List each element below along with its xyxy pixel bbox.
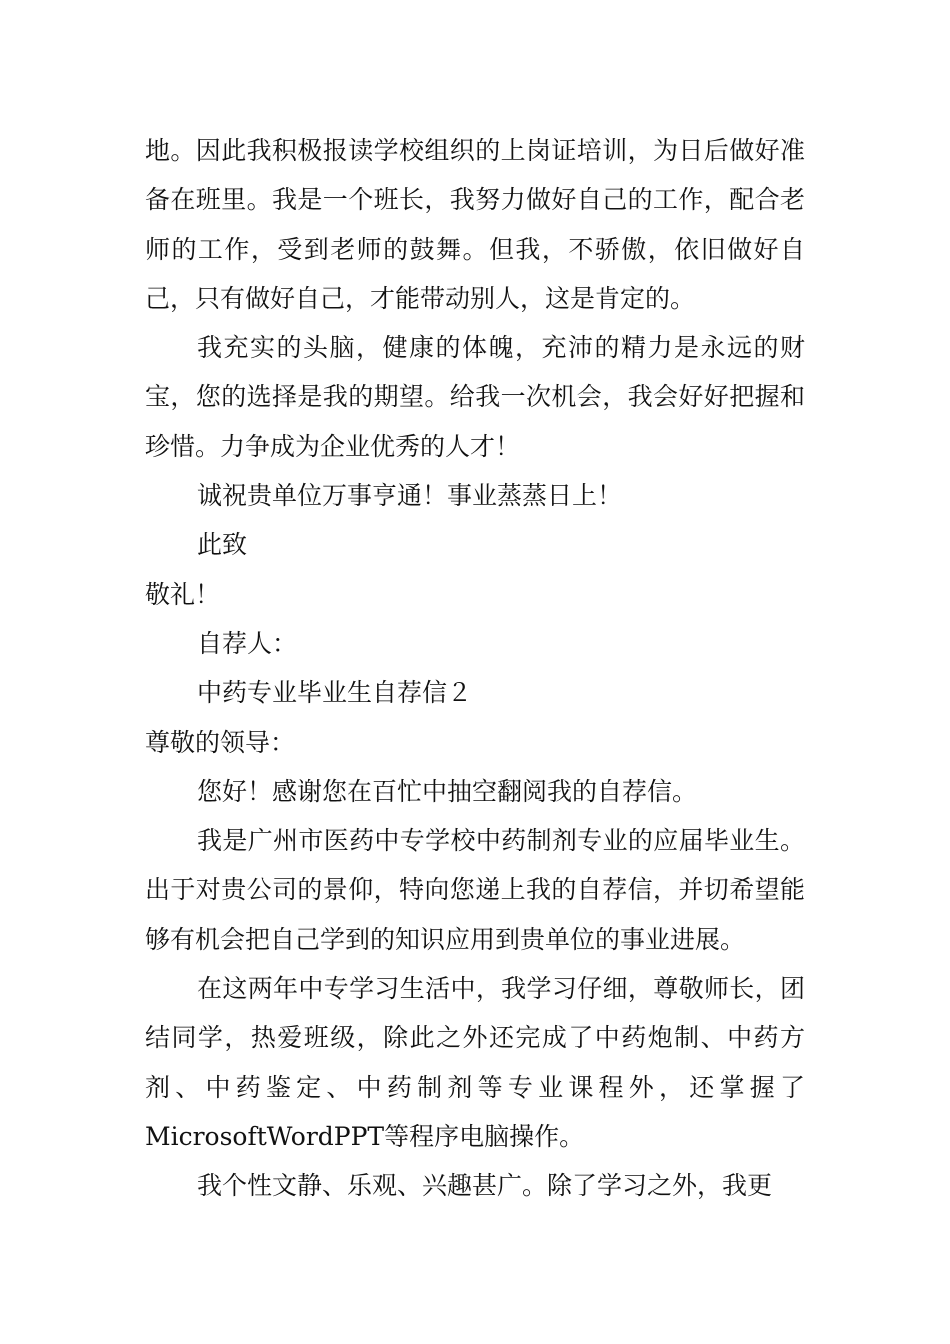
paragraph-wishes: 诚祝贵单位万事亨通！事业蒸蒸日上！ bbox=[197, 481, 623, 511]
letter-greeting: 尊敬的领导： bbox=[145, 727, 296, 757]
paragraph-continuation: 地。因此我积极报读学校组织的上岗证培训，为日后做好准备在班里。我是一个班长，我努力做好自己的工作，配合老师的工作，受到老师的鼓舞。但我，不骄傲，依旧做好自己，只有做好自己，才能带动别人，这是肯定的。 bbox=[145, 136, 805, 313]
paragraph-thanks: 您好！感谢您在百忙中抽空翻阅我的自荐信。 bbox=[197, 776, 698, 806]
paragraph-self-qualities: 我充实的头脑，健康的体魄，充沛的精力是永远的财宝，您的选择是我的期望。给我一次机会，我会好好把握和珍惜。力争成为企业优秀的人才！ bbox=[145, 333, 805, 461]
paragraph-personality: 我个性文静、乐观、兴趣甚广。除了学习之外，我更 bbox=[197, 1171, 773, 1201]
letter-title: 中药专业毕业生自荐信２ bbox=[197, 678, 473, 708]
paragraph-introduction: 我是广州市医药中专学校中药制剂专业的应届毕业生。出于对贵公司的景仰，特向您递上我的自荐信，并切希望能够有机会把自己学到的知识应用到贵单位的事业进展。 bbox=[145, 826, 805, 954]
signature-line: 自荐人： bbox=[197, 628, 298, 658]
paragraph-study-life: 在这两年中专学习生活中，我学习仔细，尊敬师长，团结同学，热爱班级，除此之外还完成了中药炮制、中药方剂、中药鉴定、中药制剂等专业课程外，还掌握了MicrosoftWordPPT等程序电脑操作。 bbox=[145, 974, 805, 1151]
document-body bbox=[145, 126, 805, 1211]
closing-regards: 敬礼！ bbox=[145, 579, 221, 609]
closing-salutation: 此致 bbox=[197, 530, 248, 560]
